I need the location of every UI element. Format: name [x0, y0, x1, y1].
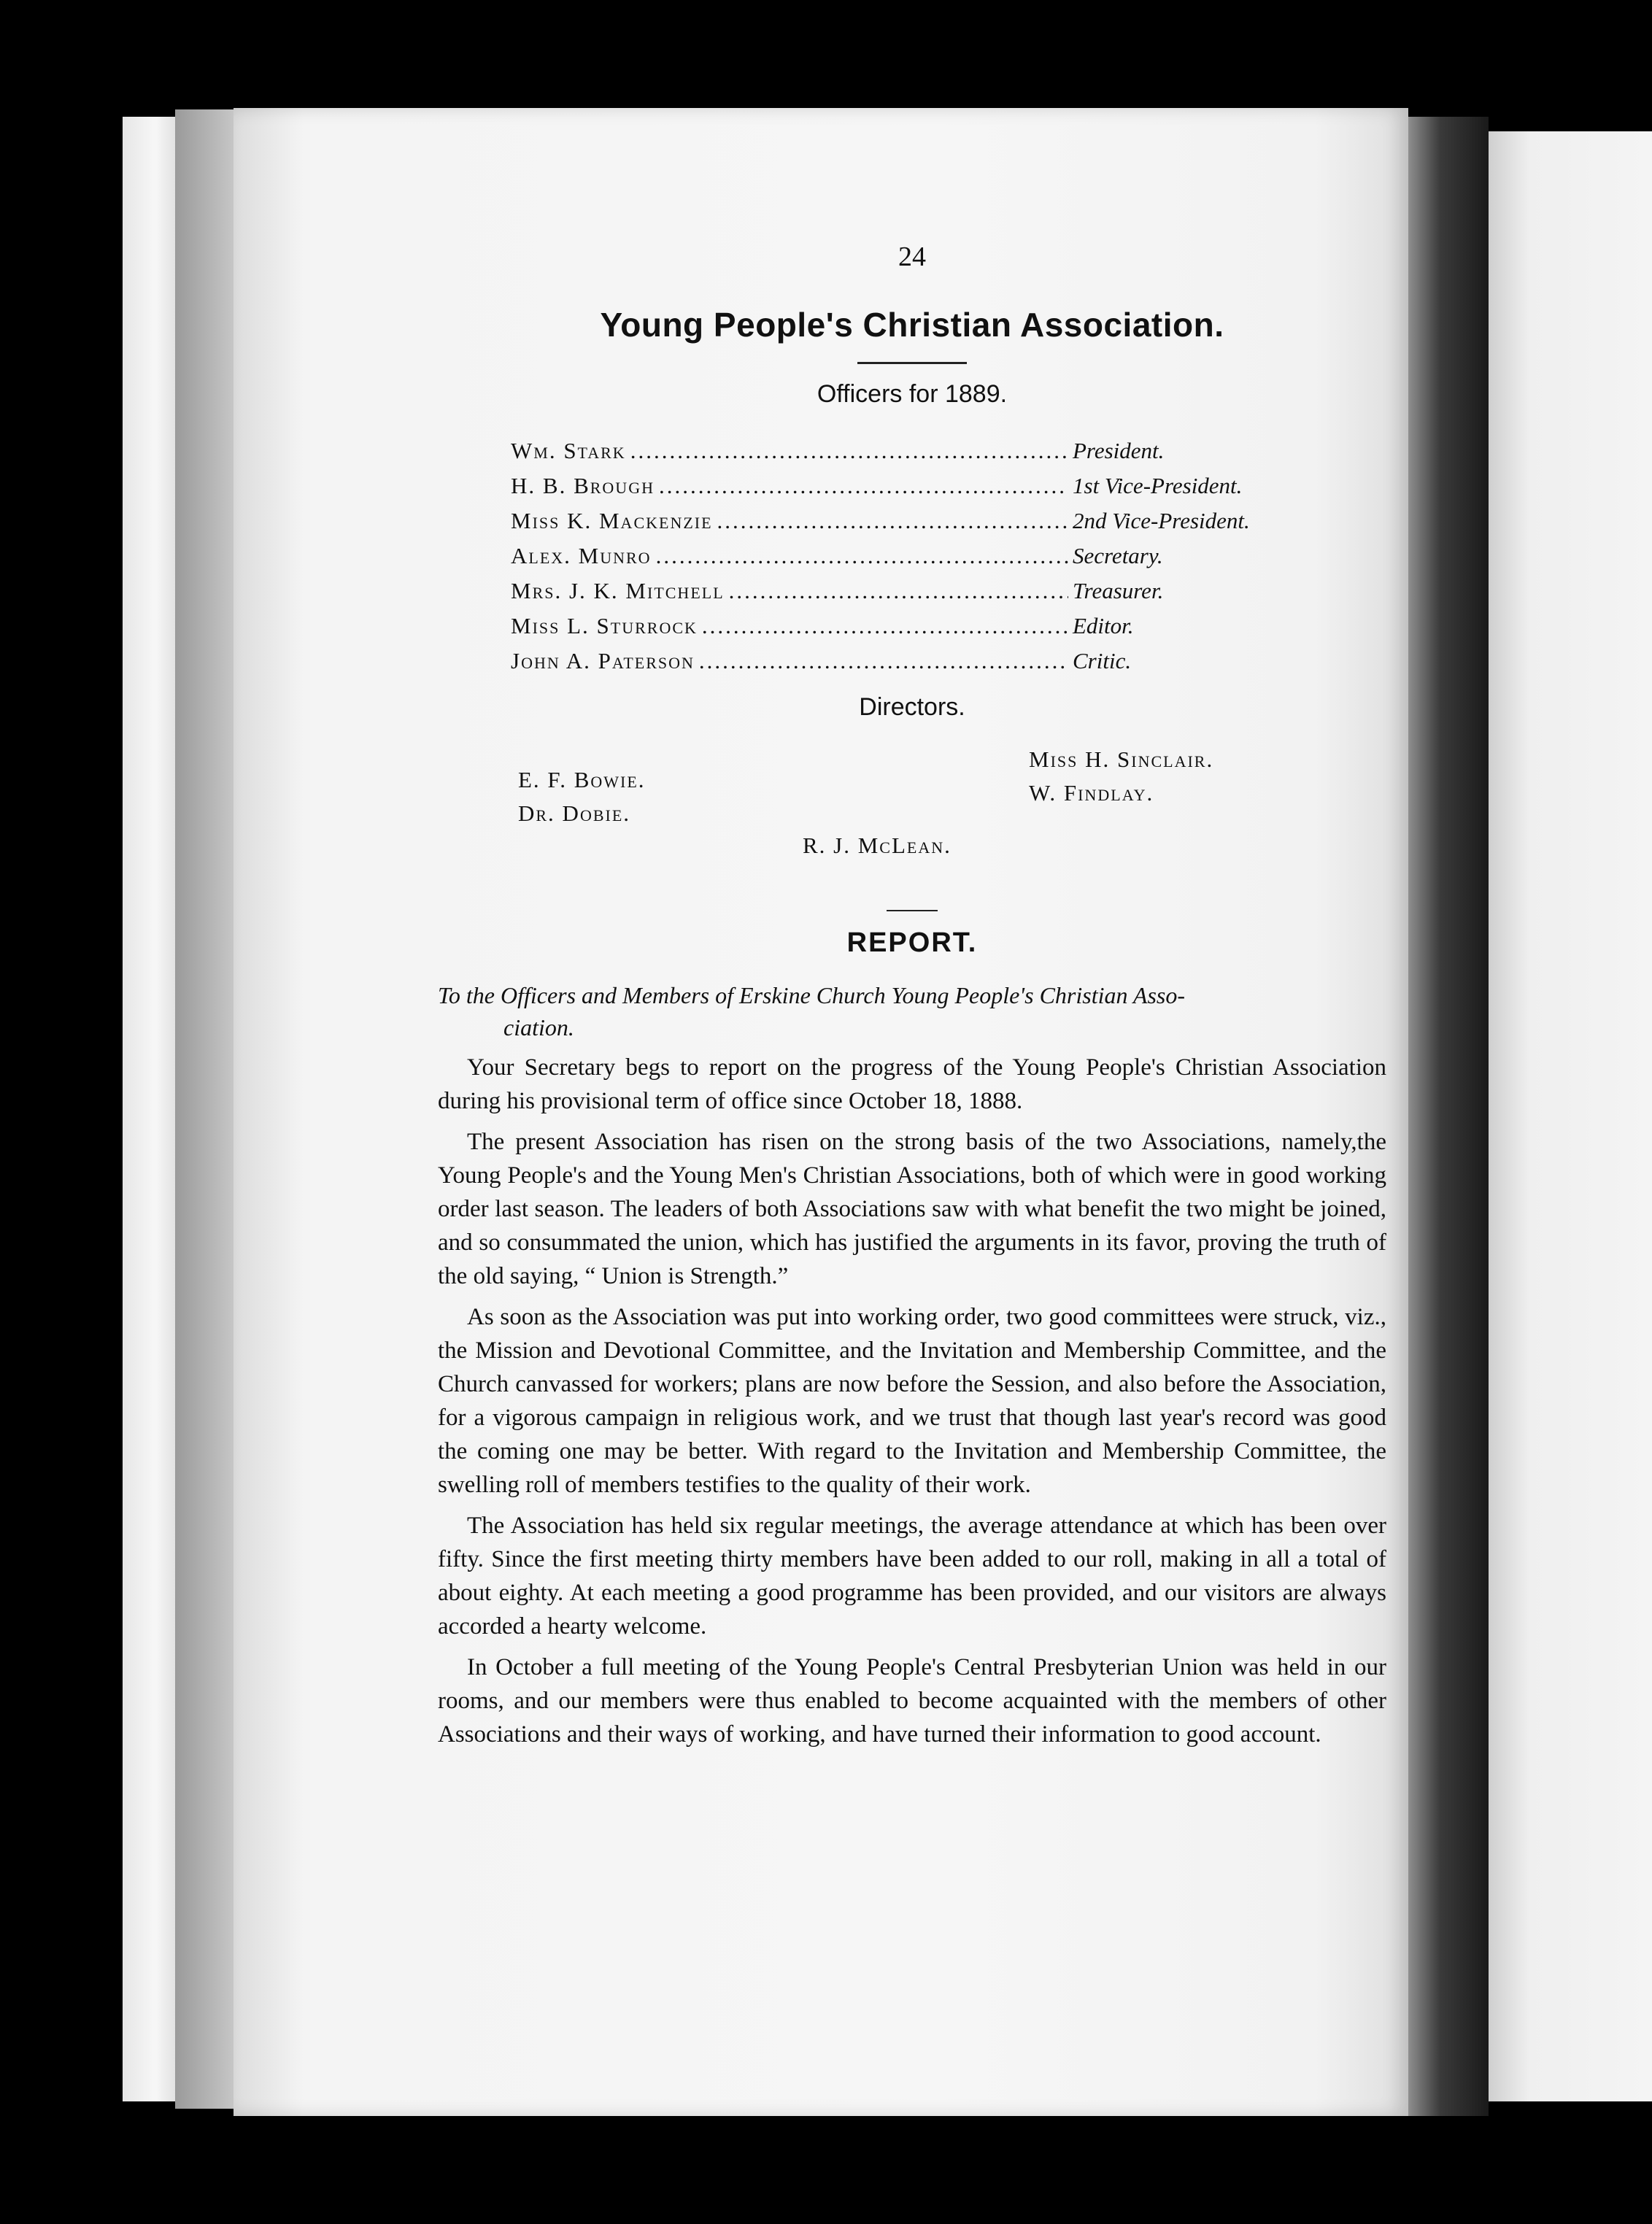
officer-name: Wm. Stark — [511, 438, 626, 463]
report-paragraph: As soon as the Association was put into working order, two good committees were struck, viz., the Mission and Devotional Committee, and the Invitation and Membership Committee, and the Church canvassed for workers; plans are now before the Session, and also before the Association, for a vigorous campaign in religious work, and we trust that though last year's record was good the coming one may be better. With regard to the Invitation and Membership Committee, the swelling roll of members testifies to the quality of their work. — [438, 1304, 1386, 1498]
director-name: R. J. McLean. — [803, 833, 952, 858]
leader-dots — [702, 609, 1068, 644]
director-name: W. Findlay. — [1029, 780, 1154, 806]
leader-dots — [656, 538, 1068, 574]
section-rule — [887, 910, 938, 911]
report-heading: REPORT. — [846, 927, 978, 958]
right-page-edge — [1489, 131, 1652, 2101]
officer-role: 1st Vice-President. — [1073, 473, 1243, 498]
officer-name: Miss K. Mackenzie — [511, 508, 713, 533]
officer-role: Editor. — [1073, 613, 1134, 638]
officer-name: John A. Paterson — [511, 648, 695, 673]
officer-name: H. B. Brough — [511, 473, 655, 498]
officer-role: Secretary. — [1073, 543, 1163, 568]
report-paragraph: The Association has held six regular meetings, the average attendance at which has been over fifty. Since the first meeting thirty members have been added to our roll, making in all a total of about eighty. At each meeting a good programme has been provided, and our visitors are always accorded a hearty welcome. — [438, 1513, 1386, 1640]
report-paragraph: In October a full meeting of the Young People's Central Presbyterian Union was held in our rooms, and our members were thus enabled to become acquainted with the members of other Associations and their ways of working, and have turned their information to good account. — [438, 1654, 1386, 1748]
officer-name: Mrs. J. K. Mitchell — [511, 578, 725, 603]
page-title: Young People's Christian Association. — [600, 306, 1224, 344]
report-paragraph: Your Secretary begs to report on the progress of the Young People's Christian Association during his provisional term of office since October 18, 1888. — [438, 1054, 1386, 1114]
officer-row — [511, 503, 1299, 538]
leader-dots — [699, 644, 1068, 679]
officer-role: 2nd Vice-President. — [1073, 508, 1250, 533]
leader-dots — [659, 468, 1068, 503]
directors-heading: Directors. — [859, 693, 965, 721]
officer-name: Alex. Munro — [511, 543, 652, 568]
page-content — [438, 241, 1386, 1751]
officer-role: Treasurer. — [1073, 578, 1164, 603]
officers-heading: Officers for 1889. — [817, 380, 1008, 408]
leader-dots — [630, 433, 1068, 468]
leader-dots — [729, 574, 1068, 609]
page-number: 24 — [898, 242, 926, 272]
director-name: Dr. Dobie. — [518, 800, 631, 826]
address-line: To the Officers and Members of Erskine Church Young People's Christian Asso- — [438, 982, 1186, 1008]
director-name: E. F. Bowie. — [518, 767, 646, 792]
officer-row — [511, 468, 1299, 503]
officer-row — [511, 538, 1299, 574]
officer-row — [511, 433, 1299, 468]
directors-list — [438, 732, 1386, 885]
officer-row — [511, 644, 1299, 679]
report-paragraph: The present Association has risen on the strong basis of the two Associations, namely,the Young People's and the Young Men's Christian Associations, both of which were in good working order last season. The leaders of both Associations saw with what benefit the two might be joined, and so consummated the union, which has justified the arguments in its favor, proving the truth of the old saying, “ Union is Strength.” — [438, 1129, 1386, 1289]
book-gutter — [1408, 117, 1489, 2116]
address-line: ciation. — [503, 1014, 574, 1040]
officer-row — [511, 574, 1299, 609]
leader-dots — [717, 503, 1068, 538]
officer-role: President. — [1073, 438, 1165, 463]
officers-list — [511, 433, 1299, 679]
director-name: Miss H. Sinclair. — [1029, 746, 1214, 772]
officer-name: Miss L. Sturrock — [511, 613, 698, 638]
officer-row — [511, 609, 1299, 644]
report-address — [438, 979, 1386, 1043]
title-rule — [857, 362, 967, 364]
officer-role: Critic. — [1073, 648, 1132, 673]
